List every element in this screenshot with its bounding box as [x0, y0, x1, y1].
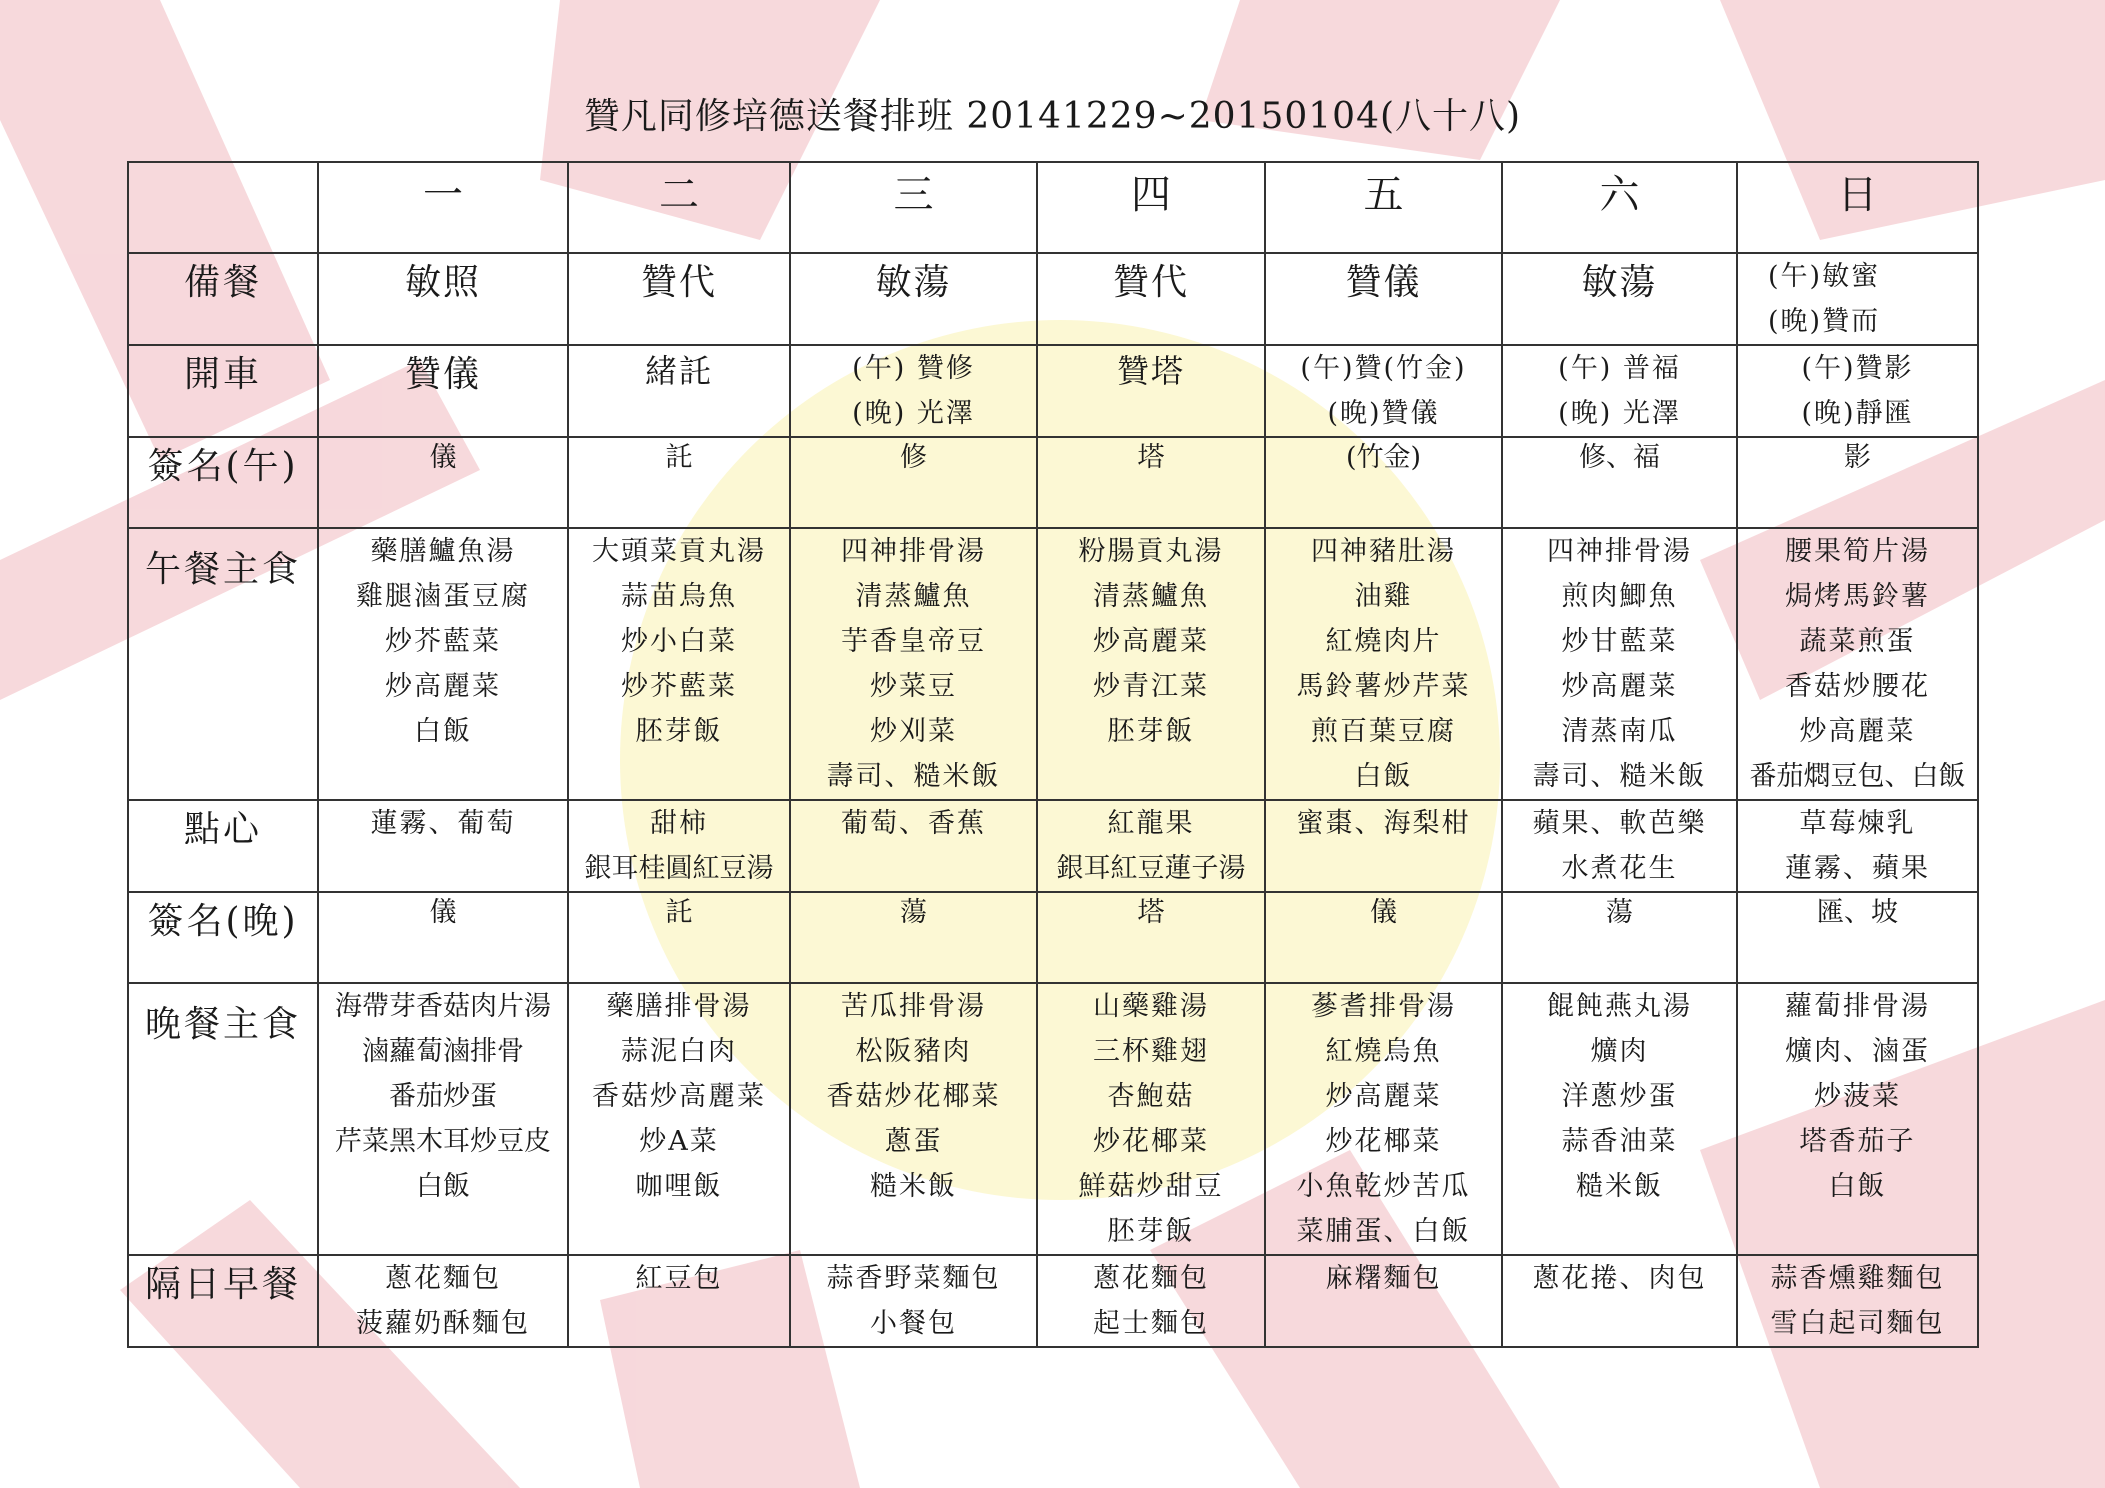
page-title: 贊凡同修培德送餐排班 20141229~20150104(八十八)	[583, 96, 1522, 137]
dish: 馬鈴薯炒芹菜	[1296, 671, 1471, 702]
bread: 雪白起司麵包	[1770, 1308, 1945, 1339]
dish: 清蒸南瓜	[1561, 716, 1678, 747]
snack-cell	[790, 800, 1037, 892]
bread: 蔥花麵包	[1093, 1263, 1209, 1294]
dish: 蔬菜煎蛋	[1799, 626, 1916, 657]
dish: 鮮菇炒甜豆	[1078, 1171, 1224, 1202]
sign-cell: 儀	[318, 892, 568, 983]
drive-cell	[1265, 345, 1502, 437]
dish: 藥膳鱸魚湯	[370, 536, 516, 567]
dish: 塔香茄子	[1799, 1126, 1916, 1157]
dish: 海帶芽香菇肉片湯	[335, 991, 551, 1022]
dish: 滷蘿蔔滷排骨	[362, 1036, 524, 1067]
drive-row	[128, 345, 1978, 437]
bread: 蔥花捲、肉包	[1532, 1263, 1707, 1294]
prep-line: (晚)贊而	[1768, 306, 1881, 337]
snack: 葡萄、香蕉	[841, 808, 986, 839]
sign-cell: 塔	[1037, 437, 1265, 528]
drive-cell	[1502, 345, 1737, 437]
dish: 炒花椰菜	[1325, 1126, 1442, 1157]
row-label: 隔日早餐	[128, 1255, 318, 1347]
dish: 松阪豬肉	[855, 1036, 972, 1067]
dish: 白飯	[416, 1171, 470, 1202]
drive-line: (晚)靜匯	[1801, 398, 1914, 429]
dish: 香菇炒花椰菜	[826, 1081, 1001, 1112]
dish: 炒A菜	[639, 1126, 719, 1157]
row-label: 簽名(午)	[128, 437, 318, 528]
breakfast-cell	[318, 1255, 568, 1347]
breakfast-cell	[1037, 1255, 1265, 1347]
dish: 咖哩飯	[635, 1171, 723, 1202]
snack-cell	[1265, 800, 1502, 892]
snack: 蓮霧、葡萄	[370, 808, 516, 839]
snack: 銀耳桂圓紅豆湯	[584, 853, 774, 884]
snack: 蓮霧、蘋果	[1785, 853, 1930, 884]
dish: 爌肉	[1590, 1036, 1649, 1067]
sign-cell: 塔	[1037, 892, 1265, 983]
lunch-cell	[1037, 528, 1265, 800]
sign-cell: 影	[1737, 437, 1978, 528]
dish: 炒甘藍菜	[1561, 626, 1678, 657]
drive-line: (午)贊(竹金)	[1300, 353, 1467, 384]
day-header-row	[128, 162, 1978, 253]
breakfast-cell	[1737, 1255, 1978, 1347]
dish: 番茄炒蛋	[389, 1081, 497, 1112]
snack: 草莓煉乳	[1799, 808, 1916, 839]
dinner-cell	[790, 983, 1037, 1255]
dish: 腰果筍片湯	[1785, 536, 1930, 567]
dish: 紅燒肉片	[1325, 626, 1442, 657]
snack: 水煮花生	[1561, 853, 1678, 884]
snack-cell	[1037, 800, 1265, 892]
dish: 菜脯蛋、白飯	[1296, 1216, 1471, 1247]
dish: 壽司、糙米飯	[1532, 761, 1707, 792]
snack: 甜柿	[650, 808, 708, 839]
drive-cell	[790, 345, 1037, 437]
bread: 紅豆包	[635, 1263, 723, 1294]
dish: 蔥蛋	[884, 1126, 943, 1157]
sign-cell: 儀	[1265, 892, 1502, 983]
sign-cell: 儀	[318, 437, 568, 528]
dish: 炒高麗菜	[1799, 716, 1916, 747]
dish: 香菇炒高麗菜	[592, 1081, 766, 1112]
snack-cell	[568, 800, 790, 892]
drive-cell	[1737, 345, 1978, 437]
drive-line: (晚) 光澤	[1558, 398, 1681, 429]
breakfast-cell	[1265, 1255, 1502, 1347]
dish: 炒刈菜	[870, 716, 957, 747]
prep-cell: 敏蕩	[790, 253, 1037, 345]
dish: 粉腸貢丸湯	[1078, 536, 1224, 567]
dish: 炒青江菜	[1093, 671, 1209, 702]
dish: 山藥雞湯	[1093, 991, 1209, 1022]
row-label: 晚餐主食	[128, 983, 318, 1255]
dish: 四神豬肚湯	[1311, 536, 1456, 567]
dish: 炒菜豆	[870, 671, 957, 702]
snack: 銀耳紅豆蓮子湯	[1056, 853, 1246, 884]
dish: 蒜苗烏魚	[621, 581, 737, 612]
dish: 香菇炒腰花	[1785, 671, 1930, 702]
lunch-cell	[318, 528, 568, 800]
prep-cell: 贊代	[1037, 253, 1265, 345]
dish: 糙米飯	[1576, 1171, 1663, 1202]
prep-cell: 敏蕩	[1502, 253, 1737, 345]
snack-row	[128, 800, 1978, 892]
snack: 蘋果、軟芭樂	[1532, 808, 1707, 839]
dish: 煎百葉豆腐	[1311, 716, 1456, 747]
prep-line: (午)敏蜜	[1768, 261, 1881, 292]
dish: 藥膳排骨湯	[606, 991, 752, 1022]
day-header: 日	[1737, 162, 1978, 253]
dinner-cell	[1037, 983, 1265, 1255]
breakfast-cell	[568, 1255, 790, 1347]
sign-cell: 蕩	[790, 892, 1037, 983]
dish: 炒花椰菜	[1093, 1126, 1209, 1157]
dish: 爌肉、滷蛋	[1785, 1036, 1930, 1067]
dish: 蒜香油菜	[1561, 1126, 1678, 1157]
bread: 蒜香燻雞麵包	[1770, 1263, 1945, 1294]
dish: 苦瓜排骨湯	[841, 991, 986, 1022]
dish: 炒高麗菜	[1325, 1081, 1442, 1112]
sign-cell: 修	[790, 437, 1037, 528]
breakfast-row	[128, 1255, 1978, 1347]
lunch-cell	[568, 528, 790, 800]
dish: 油雞	[1354, 581, 1413, 612]
sign-dinner-row	[128, 892, 1978, 983]
drive-cell: 緒託	[568, 345, 790, 437]
dish: 炒高麗菜	[1093, 626, 1209, 657]
dish: 糙米飯	[870, 1171, 957, 1202]
dish: 四神排骨湯	[1547, 536, 1692, 567]
sign-cell: 修、福	[1502, 437, 1737, 528]
day-header: 六	[1502, 162, 1737, 253]
dish: 小魚乾炒苦瓜	[1296, 1171, 1471, 1202]
prep-cell: 贊代	[568, 253, 790, 345]
dish: 壽司、糙米飯	[826, 761, 1001, 792]
dish: 炒芥藍菜	[621, 671, 737, 702]
dish: 蒜泥白肉	[621, 1036, 737, 1067]
drive-cell: 贊塔	[1037, 345, 1265, 437]
row-label: 午餐主食	[128, 528, 318, 800]
dish: 清蒸鱸魚	[855, 581, 972, 612]
lunch-cell	[790, 528, 1037, 800]
dish: 白飯	[1354, 761, 1413, 792]
drive-line: (午)贊影	[1801, 353, 1914, 384]
dish: 番茄燜豆包、白飯	[1749, 761, 1966, 792]
snack-cell	[1502, 800, 1737, 892]
lunch-row	[128, 528, 1978, 800]
dish: 炒菠菜	[1814, 1081, 1901, 1112]
dinner-cell	[318, 983, 568, 1255]
lunch-cell	[1502, 528, 1737, 800]
day-header: 二	[568, 162, 790, 253]
sign-cell: 匯、坡	[1737, 892, 1978, 983]
breakfast-cell	[1502, 1255, 1737, 1347]
sign-lunch-row	[128, 437, 1978, 528]
dinner-cell	[1502, 983, 1737, 1255]
row-label: 點心	[128, 800, 318, 892]
day-header: 三	[790, 162, 1037, 253]
prep-cell: 敏照	[318, 253, 568, 345]
dinner-cell	[1737, 983, 1978, 1255]
snack-cell	[318, 800, 568, 892]
row-label: 開車	[128, 345, 318, 437]
row-label: 簽名(晚)	[128, 892, 318, 983]
dish: 焗烤馬鈴薯	[1785, 581, 1930, 612]
dish: 三杯雞翅	[1093, 1036, 1209, 1067]
prep-row	[128, 253, 1978, 345]
sign-cell: 託	[568, 892, 790, 983]
sign-cell: 託	[568, 437, 790, 528]
dish: 雞腿滷蛋豆腐	[356, 581, 530, 612]
day-header: 五	[1265, 162, 1502, 253]
dish: 炒小白菜	[621, 626, 737, 657]
dish: 餛飩燕丸湯	[1547, 991, 1692, 1022]
dish: 蘿蔔排骨湯	[1785, 991, 1930, 1022]
lunch-cell	[1737, 528, 1978, 800]
dish: 煎肉鯽魚	[1561, 581, 1678, 612]
snack: 紅龍果	[1107, 808, 1195, 839]
day-header: 一	[318, 162, 568, 253]
dish: 炒芥藍菜	[385, 626, 501, 657]
dinner-cell	[568, 983, 790, 1255]
breakfast-cell	[790, 1255, 1037, 1347]
sign-cell: 蕩	[1502, 892, 1737, 983]
dish: 白飯	[1828, 1171, 1887, 1202]
dish: 胚芽飯	[1107, 1216, 1195, 1247]
bread: 菠蘿奶酥麵包	[356, 1308, 530, 1339]
lunch-cell	[1265, 528, 1502, 800]
dinner-row	[128, 983, 1978, 1255]
dish: 紅燒烏魚	[1325, 1036, 1442, 1067]
dish: 胚芽飯	[635, 716, 723, 747]
dish: 杏鮑菇	[1107, 1081, 1195, 1112]
drive-line: (晚) 光澤	[852, 398, 975, 429]
prep-cell	[1737, 253, 1978, 345]
dish: 蔘耆排骨湯	[1311, 991, 1456, 1022]
dinner-cell	[1265, 983, 1502, 1255]
dish: 芋香皇帝豆	[841, 626, 986, 657]
bread: 麻糬麵包	[1325, 1263, 1442, 1294]
dish: 清蒸鱸魚	[1093, 581, 1209, 612]
snack: 蜜棗、海梨柑	[1296, 808, 1471, 839]
meal-schedule-table	[127, 161, 1979, 1348]
prep-cell: 贊儀	[1265, 253, 1502, 345]
dish: 炒高麗菜	[1561, 671, 1678, 702]
dish: 洋蔥炒蛋	[1561, 1081, 1678, 1112]
corner-cell	[128, 162, 318, 253]
drive-line: (晚)贊儀	[1327, 398, 1440, 429]
sign-cell: (竹金)	[1265, 437, 1502, 528]
day-header: 四	[1037, 162, 1265, 253]
bread: 起士麵包	[1093, 1308, 1209, 1339]
dish: 炒高麗菜	[385, 671, 501, 702]
dish: 芹菜黑木耳炒豆皮	[335, 1126, 551, 1157]
bread: 蒜香野菜麵包	[826, 1263, 1001, 1294]
row-label: 備餐	[128, 253, 318, 345]
snack-cell	[1737, 800, 1978, 892]
dish: 四神排骨湯	[841, 536, 986, 567]
drive-line: (午) 普福	[1558, 353, 1681, 384]
dish: 大頭菜貢丸湯	[592, 536, 766, 567]
dish: 白飯	[414, 716, 472, 747]
bread: 蔥花麵包	[385, 1263, 501, 1294]
drive-line: (午) 贊修	[852, 353, 975, 384]
drive-cell: 贊儀	[318, 345, 568, 437]
bread: 小餐包	[870, 1308, 957, 1339]
dish: 胚芽飯	[1107, 716, 1195, 747]
